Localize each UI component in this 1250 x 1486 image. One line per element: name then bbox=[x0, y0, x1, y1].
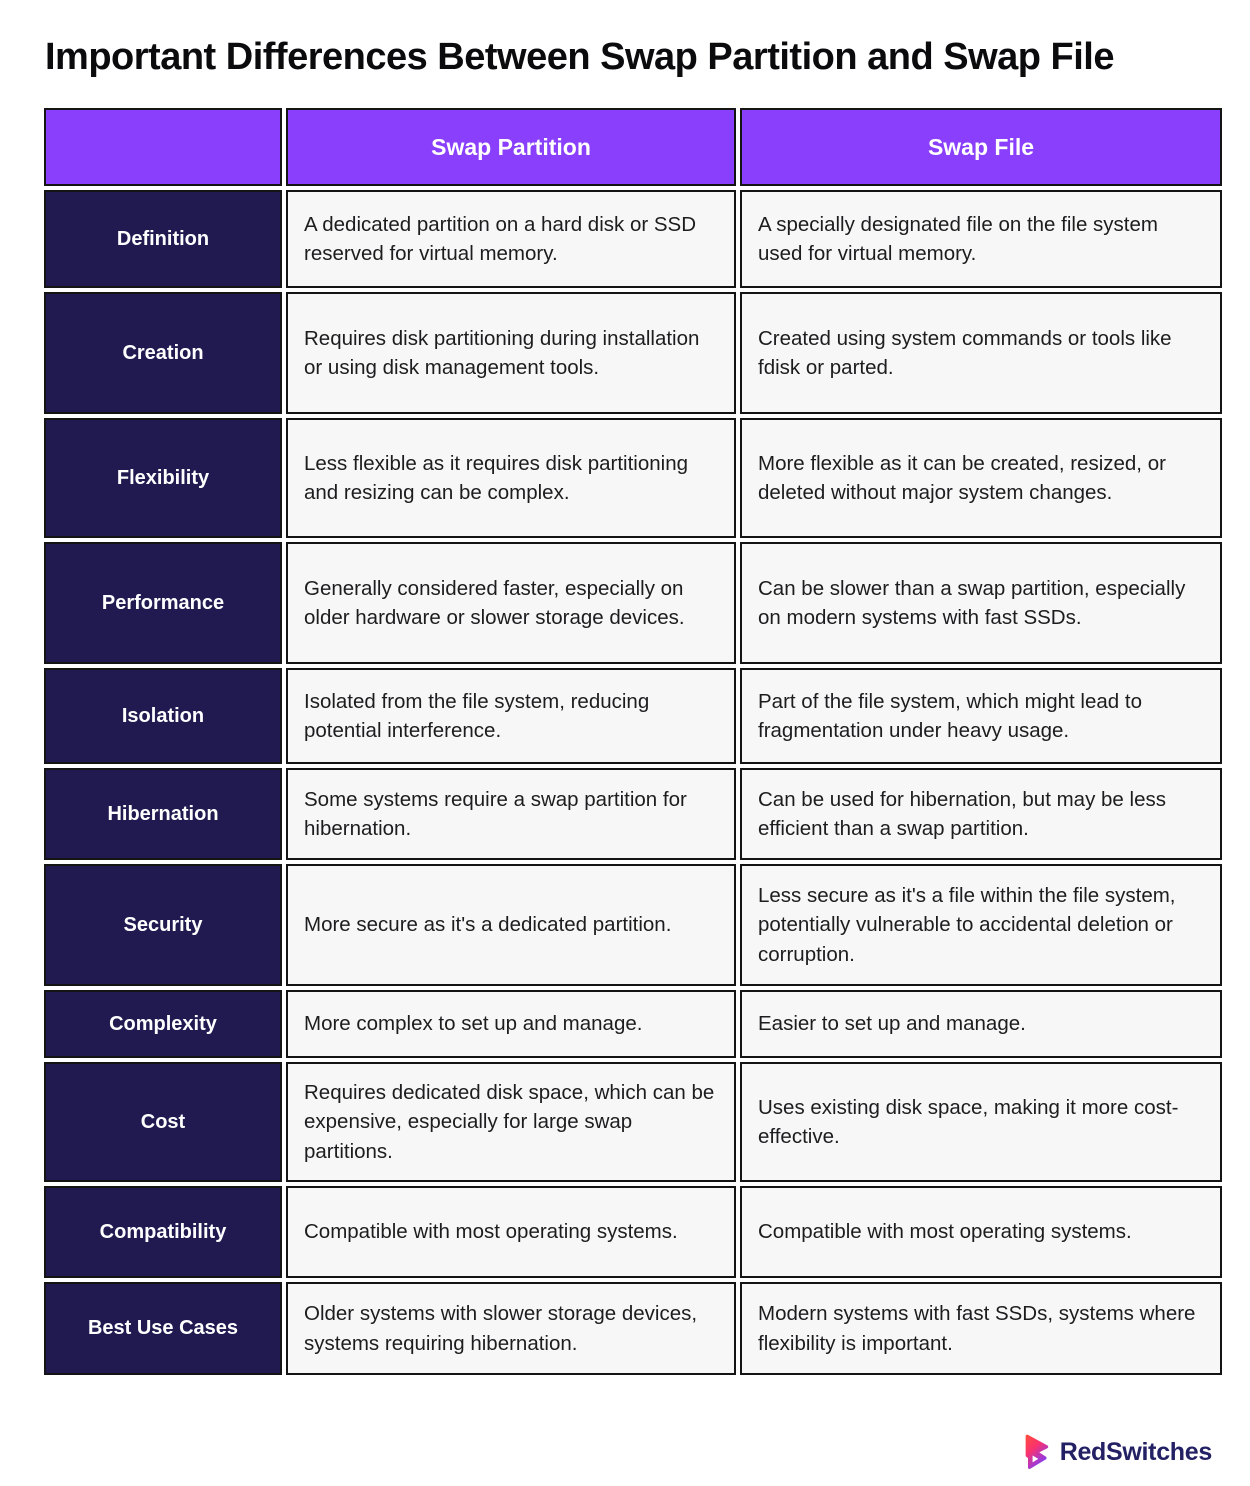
row-label: Definition bbox=[44, 190, 282, 288]
table-row bbox=[44, 668, 1222, 764]
cell-swap-file: Uses existing disk space, making it more cost-effective. bbox=[740, 1062, 1222, 1182]
column-header-blank bbox=[44, 108, 282, 186]
cell-swap-file: Can be slower than a swap partition, especially on modern systems with fast SSDs. bbox=[740, 542, 1222, 664]
row-label: Performance bbox=[44, 542, 282, 664]
cell-swap-partition: Some systems require a swap partition for hibernation. bbox=[286, 768, 736, 860]
row-label: Security bbox=[44, 864, 282, 986]
table-row bbox=[44, 768, 1222, 860]
cell-swap-partition: More complex to set up and manage. bbox=[286, 990, 736, 1058]
redswitches-icon bbox=[1021, 1434, 1051, 1470]
cell-swap-file: Compatible with most operating systems. bbox=[740, 1186, 1222, 1278]
row-label: Cost bbox=[44, 1062, 282, 1182]
cell-swap-partition: Compatible with most operating systems. bbox=[286, 1186, 736, 1278]
cell-swap-file: Easier to set up and manage. bbox=[740, 990, 1222, 1058]
cell-swap-partition: Generally considered faster, especially on older hardware or slower storage devices. bbox=[286, 542, 736, 664]
table-row bbox=[44, 1062, 1222, 1182]
row-label: Complexity bbox=[44, 990, 282, 1058]
table-row bbox=[44, 864, 1222, 986]
table-row bbox=[44, 990, 1222, 1058]
cell-swap-partition: A dedicated partition on a hard disk or SSD reserved for virtual memory. bbox=[286, 190, 736, 288]
cell-swap-file: Part of the file system, which might lead to fragmentation under heavy usage. bbox=[740, 668, 1222, 764]
cell-swap-file: Modern systems with fast SSDs, systems where flexibility is important. bbox=[740, 1282, 1222, 1375]
row-label: Hibernation bbox=[44, 768, 282, 860]
table-row bbox=[44, 1186, 1222, 1278]
cell-swap-partition: More secure as it's a dedicated partition. bbox=[286, 864, 736, 986]
table-header-row bbox=[44, 108, 1222, 186]
cell-swap-partition: Less flexible as it requires disk partitioning and resizing can be complex. bbox=[286, 418, 736, 538]
column-header-swap-partition: Swap Partition bbox=[286, 108, 736, 186]
page-title: Important Differences Between Swap Partition and Swap File bbox=[45, 36, 1114, 78]
row-label: Best Use Cases bbox=[44, 1282, 282, 1375]
cell-swap-partition: Requires disk partitioning during installation or using disk management tools. bbox=[286, 292, 736, 414]
table-row bbox=[44, 418, 1222, 538]
brand-logo bbox=[1021, 1434, 1212, 1470]
cell-swap-file: More flexible as it can be created, resized, or deleted without major system changes. bbox=[740, 418, 1222, 538]
row-label: Compatibility bbox=[44, 1186, 282, 1278]
cell-swap-file: Can be used for hibernation, but may be less efficient than a swap partition. bbox=[740, 768, 1222, 860]
brand-name: RedSwitches bbox=[1059, 1437, 1212, 1466]
table-row bbox=[44, 542, 1222, 664]
row-label: Flexibility bbox=[44, 418, 282, 538]
table-row bbox=[44, 292, 1222, 414]
cell-swap-partition: Isolated from the file system, reducing potential interference. bbox=[286, 668, 736, 764]
cell-swap-file: A specially designated file on the file system used for virtual memory. bbox=[740, 190, 1222, 288]
cell-swap-partition: Requires dedicated disk space, which can be expensive, especially for large swap partitions. bbox=[286, 1062, 736, 1182]
cell-swap-partition: Older systems with slower storage devices, systems requiring hibernation. bbox=[286, 1282, 736, 1375]
comparison-table bbox=[40, 104, 1226, 1379]
table-row bbox=[44, 190, 1222, 288]
row-label: Isolation bbox=[44, 668, 282, 764]
cell-swap-file: Created using system commands or tools like fdisk or parted. bbox=[740, 292, 1222, 414]
table-row bbox=[44, 1282, 1222, 1375]
row-label: Creation bbox=[44, 292, 282, 414]
column-header-swap-file: Swap File bbox=[740, 108, 1222, 186]
cell-swap-file: Less secure as it's a file within the file system, potentially vulnerable to accidental deletion or corruption. bbox=[740, 864, 1222, 986]
